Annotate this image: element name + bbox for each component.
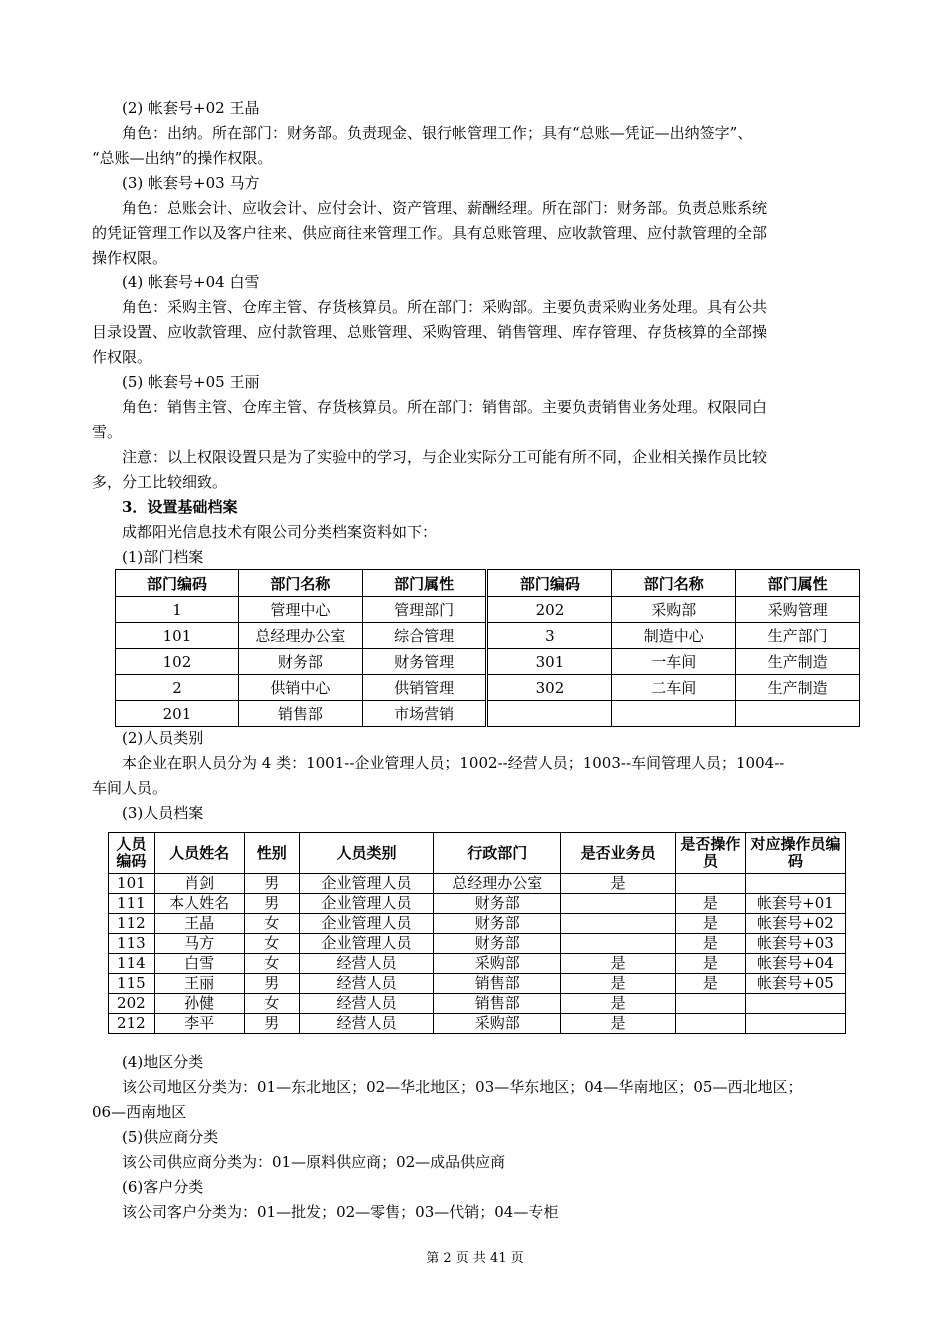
header-cell: 部门属性	[736, 570, 860, 597]
table-cell: 财务部	[238, 649, 362, 675]
table-cell: 是	[561, 974, 675, 994]
table-row	[109, 994, 846, 1014]
table-cell: 112	[109, 914, 155, 934]
paragraph: 车间人员。	[92, 779, 168, 797]
table-cell: 女	[244, 934, 299, 954]
header-cell: 部门名称	[238, 570, 362, 597]
table-cell: 二车间	[612, 675, 736, 701]
table-cell	[675, 874, 745, 894]
paragraph: 角色：销售主管、仓库主管、存货核算员。所在部门：销售部。主要负责销售业务处理。权限同白	[122, 398, 768, 416]
paragraph: (2) 帐套号+02 王晶	[122, 99, 260, 117]
table-cell: 管理部门	[362, 597, 487, 623]
table-cell: 是	[675, 974, 745, 994]
table-cell	[561, 934, 675, 954]
table-cell: 114	[109, 954, 155, 974]
table-row	[116, 623, 860, 649]
table-cell: 是	[675, 894, 745, 914]
header-cell: 行政部门	[434, 833, 561, 874]
table-cell: 财务管理	[362, 649, 487, 675]
table-cell: 是	[675, 934, 745, 954]
paragraph: 角色：采购主管、仓库主管、存货核算员。所在部门：采购部。主要负责采购业务处理。具有公共	[122, 298, 768, 316]
table-cell	[561, 914, 675, 934]
table-cell: 女	[244, 914, 299, 934]
paragraph: 目录设置、应收款管理、应付款管理、总账管理、采购管理、销售管理、库存管理、存货核算的全部操	[92, 323, 768, 341]
table-cell: 综合管理	[362, 623, 487, 649]
page-footer: 第 2 页 共 41 页	[426, 1251, 524, 1266]
table-cell	[675, 994, 745, 1014]
paragraph: (5) 帐套号+05 王丽	[122, 373, 260, 391]
table-cell: 生产部门	[736, 623, 860, 649]
table-cell: 男	[244, 974, 299, 994]
table-header-row	[109, 833, 846, 874]
table-cell: 115	[109, 974, 155, 994]
paragraph: 06—西南地区	[92, 1103, 187, 1121]
section-heading: 3．设置基础档案	[122, 498, 238, 516]
table-cell: 男	[244, 894, 299, 914]
table-cell	[487, 701, 612, 727]
table-row	[116, 597, 860, 623]
paragraph: 作权限。	[92, 348, 153, 366]
paragraph: 该公司地区分类为：01—东北地区；02—华北地区；03—华东地区；04—华南地区；05—西北地区；	[122, 1078, 803, 1096]
table-cell: 企业管理人员	[299, 894, 433, 914]
table-row	[109, 894, 846, 914]
paragraph: 的凭证管理工作以及客户往来、供应商往来管理工作。具有总账管理、应收款管理、应付款管理的全部	[92, 224, 768, 242]
header-cell: 部门编码	[116, 570, 239, 597]
table-row	[109, 954, 846, 974]
header-cell: 部门编码	[487, 570, 612, 597]
paragraph: 注意：以上权限设置只是为了实验中的学习，与企业实际分工可能有所不同，企业相关操作员比较	[122, 448, 768, 466]
table-cell: 财务部	[434, 934, 561, 954]
table-cell: 企业管理人员	[299, 874, 433, 894]
table-cell: 白雪	[154, 954, 244, 974]
table-header-row	[116, 570, 860, 597]
table-cell: 是	[675, 954, 745, 974]
table-row	[116, 675, 860, 701]
paragraph: 成都阳光信息技术有限公司分类档案资料如下：	[122, 523, 438, 541]
table-cell: 201	[116, 701, 239, 727]
table-cell: 管理中心	[238, 597, 362, 623]
table-cell: 302	[487, 675, 612, 701]
table-cell: 李平	[154, 1014, 244, 1034]
table-cell: 是	[561, 954, 675, 974]
subsection-title: (1)部门档案	[122, 548, 204, 566]
table-cell: 212	[109, 1014, 155, 1034]
table-cell: 一车间	[612, 649, 736, 675]
paragraph: (3) 帐套号+03 马方	[122, 174, 260, 192]
table-cell: 男	[244, 874, 299, 894]
table-cell: 总经理办公室	[434, 874, 561, 894]
table-cell: 3	[487, 623, 612, 649]
table-cell: 孙健	[154, 994, 244, 1014]
paragraph: 操作权限。	[92, 249, 168, 267]
table-cell: 总经理办公室	[238, 623, 362, 649]
header-cell: 是否操作员	[675, 833, 745, 874]
header-cell: 部门属性	[362, 570, 487, 597]
table-row	[109, 914, 846, 934]
table-cell: 财务部	[434, 914, 561, 934]
table-cell: 采购管理	[736, 597, 860, 623]
table-cell: 男	[244, 1014, 299, 1034]
header-cell: 人员类别	[299, 833, 433, 874]
table-cell: 制造中心	[612, 623, 736, 649]
subsection-title: (3)人员档案	[122, 804, 204, 822]
paragraph: (4) 帐套号+04 白雪	[122, 273, 260, 291]
table-cell: 经营人员	[299, 994, 433, 1014]
table-cell: 市场营销	[362, 701, 487, 727]
paragraph: 多，分工比较细致。	[92, 473, 228, 491]
header-cell: 是否业务员	[561, 833, 675, 874]
paragraph: 角色：出纳。所在部门：财务部。负责现金、银行帐管理工作；具有“总账—凭证—出纳签字”、	[122, 124, 753, 142]
paragraph: 该公司客户分类为：01—批发；02—零售；03—代销；04—专柜	[122, 1203, 559, 1221]
table-row	[109, 974, 846, 994]
table-cell: 301	[487, 649, 612, 675]
paragraph: 角色：总账会计、应收会计、应付会计、资产管理、薪酬经理。所在部门：财务部。负责总账系统	[122, 199, 768, 217]
table-cell: 是	[675, 914, 745, 934]
table-cell	[745, 994, 845, 1014]
table-cell: 生产制造	[736, 675, 860, 701]
table-cell: 帐套号+02	[745, 914, 845, 934]
table-cell: 王丽	[154, 974, 244, 994]
table-cell: 企业管理人员	[299, 934, 433, 954]
table-row	[116, 701, 860, 727]
subsection-title: (2)人员类别	[122, 729, 204, 747]
paragraph: 该公司供应商分类为：01—原料供应商；02—成品供应商	[122, 1153, 506, 1171]
table-cell: 2	[116, 675, 239, 701]
table-cell: 供销管理	[362, 675, 487, 701]
table-cell: 111	[109, 894, 155, 914]
table-cell	[736, 701, 860, 727]
paragraph: “总账—出纳”的操作权限。	[92, 149, 273, 167]
table-cell: 销售部	[238, 701, 362, 727]
paragraph: 雪。	[92, 423, 123, 441]
table-cell: 王晶	[154, 914, 244, 934]
table-cell: 是	[561, 1014, 675, 1034]
table-cell	[745, 874, 845, 894]
table-cell: 1	[116, 597, 239, 623]
department-table	[115, 569, 860, 727]
table-cell: 财务部	[434, 894, 561, 914]
table-row	[116, 649, 860, 675]
table-cell: 供销中心	[238, 675, 362, 701]
table-cell: 女	[244, 954, 299, 974]
table-cell: 202	[487, 597, 612, 623]
table-cell: 企业管理人员	[299, 914, 433, 934]
table-cell: 本人姓名	[154, 894, 244, 914]
subsection-title: (6)客户分类	[122, 1178, 204, 1196]
table-cell: 帐套号+04	[745, 954, 845, 974]
table-row	[109, 1014, 846, 1034]
table-cell: 101	[116, 623, 239, 649]
table-cell: 肖剑	[154, 874, 244, 894]
table-cell: 销售部	[434, 994, 561, 1014]
table-cell: 马方	[154, 934, 244, 954]
subsection-title: (4)地区分类	[122, 1053, 204, 1071]
table-row	[109, 934, 846, 954]
table-cell: 销售部	[434, 974, 561, 994]
subsection-title: (5)供应商分类	[122, 1128, 219, 1146]
table-cell	[675, 1014, 745, 1034]
table-cell	[561, 894, 675, 914]
table-cell: 102	[116, 649, 239, 675]
table-cell: 101	[109, 874, 155, 894]
header-cell: 性别	[244, 833, 299, 874]
table-cell: 经营人员	[299, 954, 433, 974]
table-cell: 帐套号+01	[745, 894, 845, 914]
table-cell: 采购部	[434, 954, 561, 974]
table-cell: 经营人员	[299, 1014, 433, 1034]
header-cell: 人员姓名	[154, 833, 244, 874]
table-cell: 是	[561, 874, 675, 894]
header-cell: 人员编码	[109, 833, 155, 874]
table-cell	[745, 1014, 845, 1034]
table-cell: 女	[244, 994, 299, 1014]
table-cell: 经营人员	[299, 974, 433, 994]
header-cell: 部门名称	[612, 570, 736, 597]
table-cell: 帐套号+05	[745, 974, 845, 994]
table-cell: 帐套号+03	[745, 934, 845, 954]
table-cell: 202	[109, 994, 155, 1014]
table-cell: 采购部	[434, 1014, 561, 1034]
table-cell: 是	[561, 994, 675, 1014]
header-cell: 对应操作员编码	[745, 833, 845, 874]
staff-table	[108, 832, 846, 1034]
table-row	[109, 874, 846, 894]
table-cell: 生产制造	[736, 649, 860, 675]
table-cell: 采购部	[612, 597, 736, 623]
table-cell: 113	[109, 934, 155, 954]
table-cell	[612, 701, 736, 727]
paragraph: 本企业在职人员分为 4 类：1001--企业管理人员；1002--经营人员；1003--车间管理人员；1004--	[122, 754, 785, 772]
